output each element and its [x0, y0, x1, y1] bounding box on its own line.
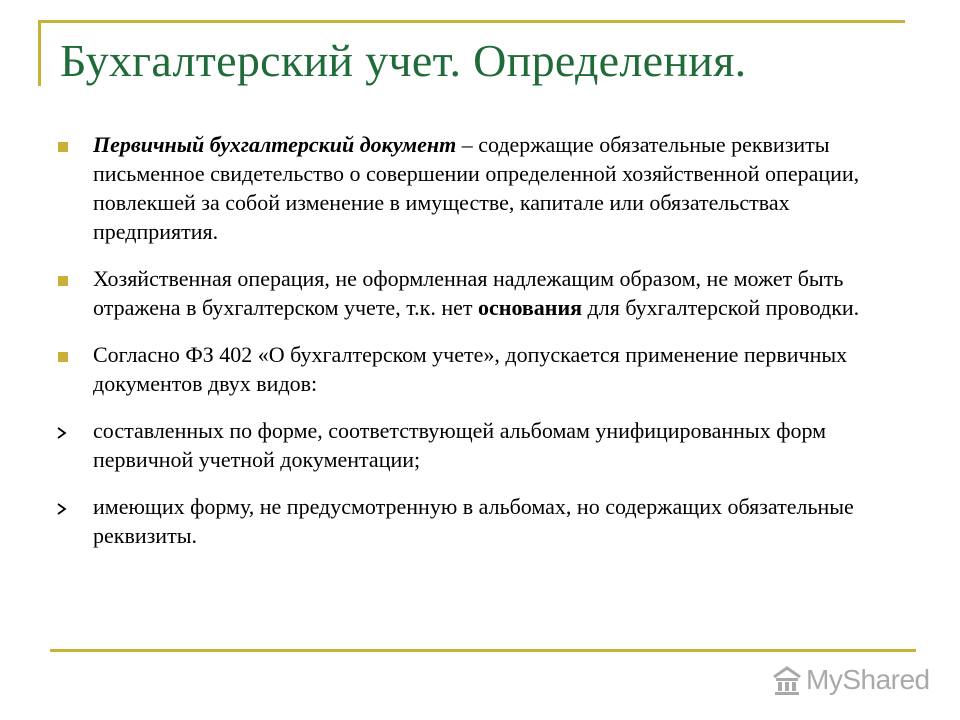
list-item-form-type-1	[55, 416, 915, 474]
operation-text-before: Хозяйственная операция, не оформленная надлежащим образом, не может быть отражена в бухгалтерском учете, т.к. нет	[93, 266, 844, 320]
slide-content	[55, 130, 915, 568]
arrow-bullet-icon	[55, 502, 69, 516]
frame-left-line	[38, 20, 41, 86]
mysharebuilding-icon	[770, 663, 804, 697]
definition-term: Первичный бухгалтерский документ	[93, 132, 457, 157]
frame-top-line	[38, 20, 905, 23]
form-type-2-text: имеющих форму, не предусмотренную в альбомах, но содержащих обязательные реквизиты.	[93, 494, 854, 548]
list-item-form-type-2	[55, 492, 915, 550]
list-item-definition	[55, 130, 915, 246]
watermark-logo	[770, 660, 930, 700]
list-item-operation	[55, 264, 915, 322]
operation-text-after: для бухгалтерской проводки.	[582, 295, 860, 320]
slide-title: Бухгалтерский учет. Определения.	[60, 35, 747, 86]
square-bullet-icon	[58, 352, 68, 362]
watermark-text: MyShared	[806, 664, 930, 695]
square-bullet-icon	[58, 276, 68, 286]
square-bullet-icon	[58, 142, 68, 152]
form-type-1-text: составленных по форме, соответствующей альбомам унифицированных форм первичной учетной документации;	[93, 418, 827, 472]
arrow-bullet-icon	[55, 426, 69, 440]
law-text: Согласно ФЗ 402 «О бухгалтерском учете», допускается применение первичных документов двух видов:	[93, 342, 848, 396]
operation-strong-word: основания	[478, 295, 583, 320]
frame-bottom-line	[50, 649, 916, 652]
list-item-law	[55, 340, 915, 398]
definition-text: – содержащие обязательные реквизиты письменное свидетельство о совершении определенной хозяйственной операции, повлекшей за собой изменение в имуществе, капитале или обязательствах предприятия.	[93, 132, 860, 244]
